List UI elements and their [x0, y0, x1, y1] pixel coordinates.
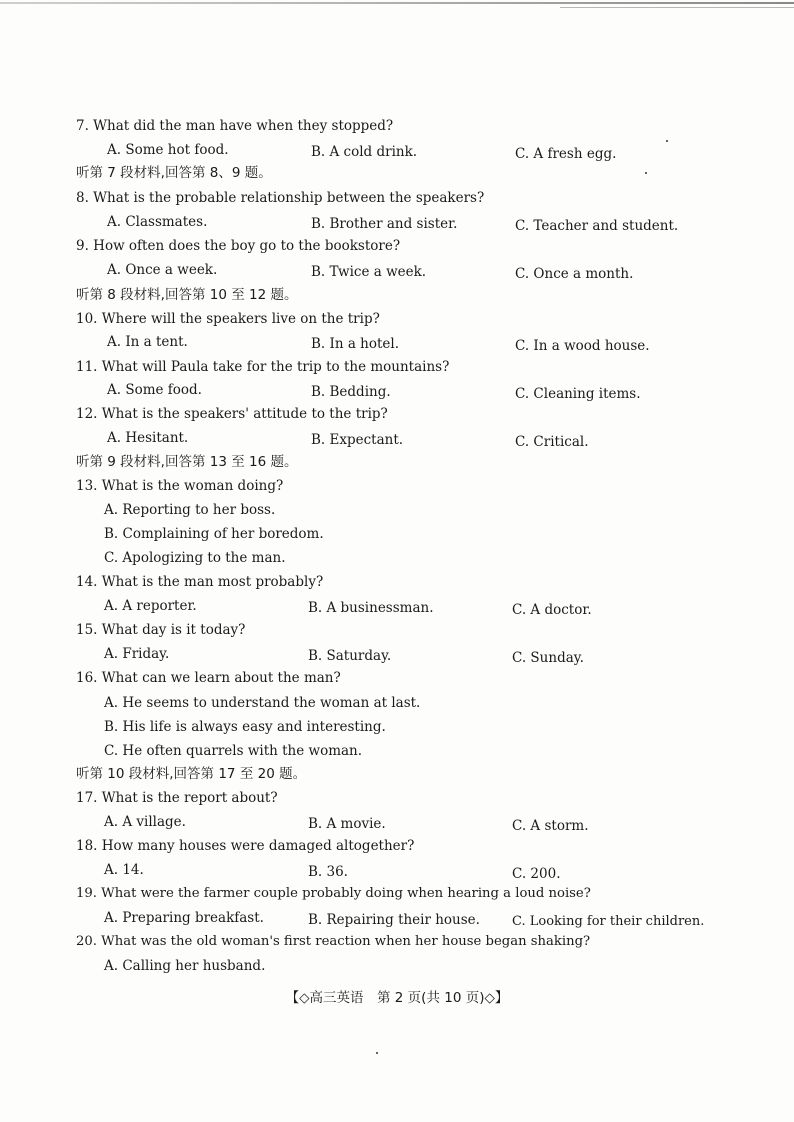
question-15-option-c: C. Sunday. — [512, 650, 584, 666]
question-11-stem: 11. What will Paula take for the trip to the mountains? — [76, 359, 450, 375]
question-8-option-c: C. Teacher and student. — [515, 218, 679, 234]
question-7-option-b: B. A cold drink. — [311, 144, 418, 160]
question-19-option-c: C. Looking for their children. — [512, 914, 705, 929]
question-8-option-a: A. Classmates. — [107, 214, 208, 230]
question-9-option-c: C. Once a month. — [515, 266, 634, 282]
scan-speck — [666, 140, 668, 142]
question-9-option-a: A. Once a week. — [107, 262, 218, 278]
question-14-stem: 14. What is the man most probably? — [76, 574, 324, 590]
question-7-option-a: A. Some hot food. — [107, 142, 229, 158]
question-10-option-c: C. In a wood house. — [515, 338, 650, 354]
question-11-option-b: B. Bedding. — [311, 384, 391, 400]
question-19-option-b: B. Repairing their house. — [308, 912, 480, 928]
question-17-option-c: C. A storm. — [512, 818, 589, 834]
question-20-option-a: A. Calling her husband. — [104, 958, 266, 974]
question-14-option-a: A. A reporter. — [104, 598, 197, 614]
question-18-stem: 18. How many houses were damaged altogether? — [76, 838, 415, 854]
question-13-stem: 13. What is the woman doing? — [76, 478, 284, 494]
question-11-option-a: A. Some food. — [107, 382, 202, 398]
question-18-option-c: C. 200. — [512, 866, 561, 882]
question-18-option-b: B. 36. — [308, 864, 348, 880]
scan-speck — [645, 172, 647, 174]
question-12-option-b: B. Expectant. — [311, 432, 404, 448]
question-16-option-c: C. He often quarrels with the woman. — [104, 743, 363, 759]
question-12-option-c: C. Critical. — [515, 434, 589, 450]
question-17-option-b: B. A movie. — [308, 816, 386, 832]
page-footer: 【◇高三英语 第 2 页(共 10 页)◇】 — [285, 990, 509, 1006]
question-9-option-b: B. Twice a week. — [311, 264, 427, 280]
question-15-option-b: B. Saturday. — [308, 648, 392, 664]
question-8-option-b: B. Brother and sister. — [311, 216, 458, 232]
scan-speck — [376, 1052, 378, 1054]
question-16-stem: 16. What can we learn about the man? — [76, 670, 341, 686]
question-17-stem: 17. What is the report about? — [76, 790, 278, 806]
question-12-option-a: A. Hesitant. — [107, 430, 189, 446]
question-10-option-a: A. In a tent. — [107, 334, 188, 350]
section-8-instruction: 听第 8 段材料,回答第 10 至 12 题。 — [76, 287, 298, 303]
top-border — [0, 2, 794, 4]
question-19-option-a: A. Preparing breakfast. — [104, 910, 264, 926]
section-7-instruction: 听第 7 段材料,回答第 8、9 题。 — [76, 165, 272, 181]
question-15-stem: 15. What day is it today? — [76, 622, 246, 638]
question-12-stem: 12. What is the speakers' attitude to the trip? — [76, 406, 388, 422]
question-10-option-b: B. In a hotel. — [311, 336, 400, 352]
section-9-instruction: 听第 9 段材料,回答第 13 至 16 题。 — [76, 454, 298, 470]
question-20-stem: 20. What was the old woman's first reaction when her house began shaking? — [76, 934, 591, 949]
question-11-option-c: C. Cleaning items. — [515, 386, 641, 402]
question-18-option-a: A. 14. — [104, 862, 144, 878]
question-13-option-b: B. Complaining of her boredom. — [104, 526, 324, 542]
question-13-option-a: A. Reporting to her boss. — [104, 502, 276, 518]
question-15-option-a: A. Friday. — [104, 646, 170, 662]
question-9-stem: 9. How often does the boy go to the bookstore? — [76, 238, 401, 254]
question-7-stem: 7. What did the man have when they stopped? — [76, 118, 394, 134]
section-10-instruction: 听第 10 段材料,回答第 17 至 20 题。 — [76, 766, 307, 782]
top-border-fragment — [560, 7, 794, 8]
question-16-option-b: B. His life is always easy and interesting. — [104, 719, 386, 735]
question-19-stem: 19. What were the farmer couple probably doing when hearing a loud noise? — [76, 886, 591, 901]
question-10-stem: 10. Where will the speakers live on the trip? — [76, 311, 380, 327]
question-8-stem: 8. What is the probable relationship between the speakers? — [76, 190, 485, 206]
question-14-option-c: C. A doctor. — [512, 602, 592, 618]
question-17-option-a: A. A village. — [104, 814, 186, 830]
question-13-option-c: C. Apologizing to the man. — [104, 550, 286, 566]
question-14-option-b: B. A businessman. — [308, 600, 434, 616]
question-7-option-c: C. A fresh egg. — [515, 146, 617, 162]
question-16-option-a: A. He seems to understand the woman at last. — [104, 695, 421, 711]
